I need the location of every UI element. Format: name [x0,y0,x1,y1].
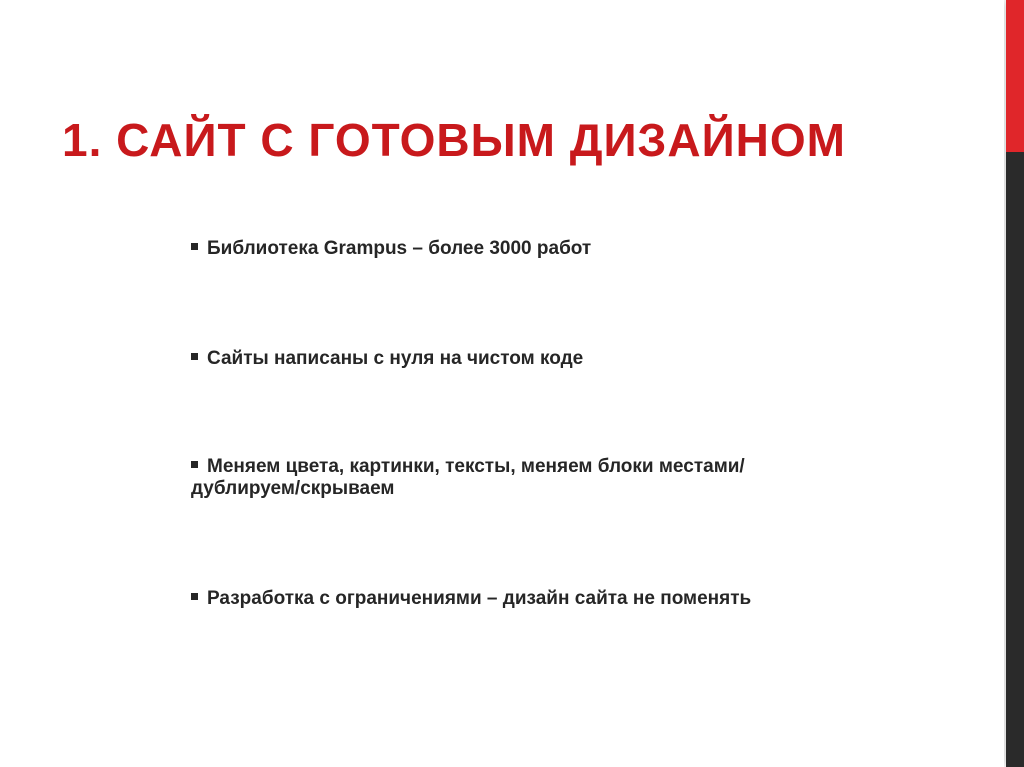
bullet-item [191,588,791,610]
slide-title: 1. САЙТ С ГОТОВЫМ ДИЗАЙНОМ [62,114,846,166]
accent-bar-red [1006,0,1024,152]
bullet-text: Библиотека Grampus – более 3000 работ [207,238,592,259]
bullet-text: Меняем цвета, картинки, тексты, меняем блоки местами/дублируем/скрываем [191,456,745,499]
square-bullet-icon [191,461,198,468]
accent-bar-dark [1006,152,1024,767]
bullet-item [191,456,791,500]
square-bullet-icon [191,353,198,360]
bullet-item [191,348,791,370]
square-bullet-icon [191,593,198,600]
bullet-item [191,238,791,260]
bullet-text: Разработка с ограничениями – дизайн сайта не поменять [207,588,752,609]
bullet-text: Сайты написаны с нуля на чистом коде [207,348,584,369]
square-bullet-icon [191,243,198,250]
